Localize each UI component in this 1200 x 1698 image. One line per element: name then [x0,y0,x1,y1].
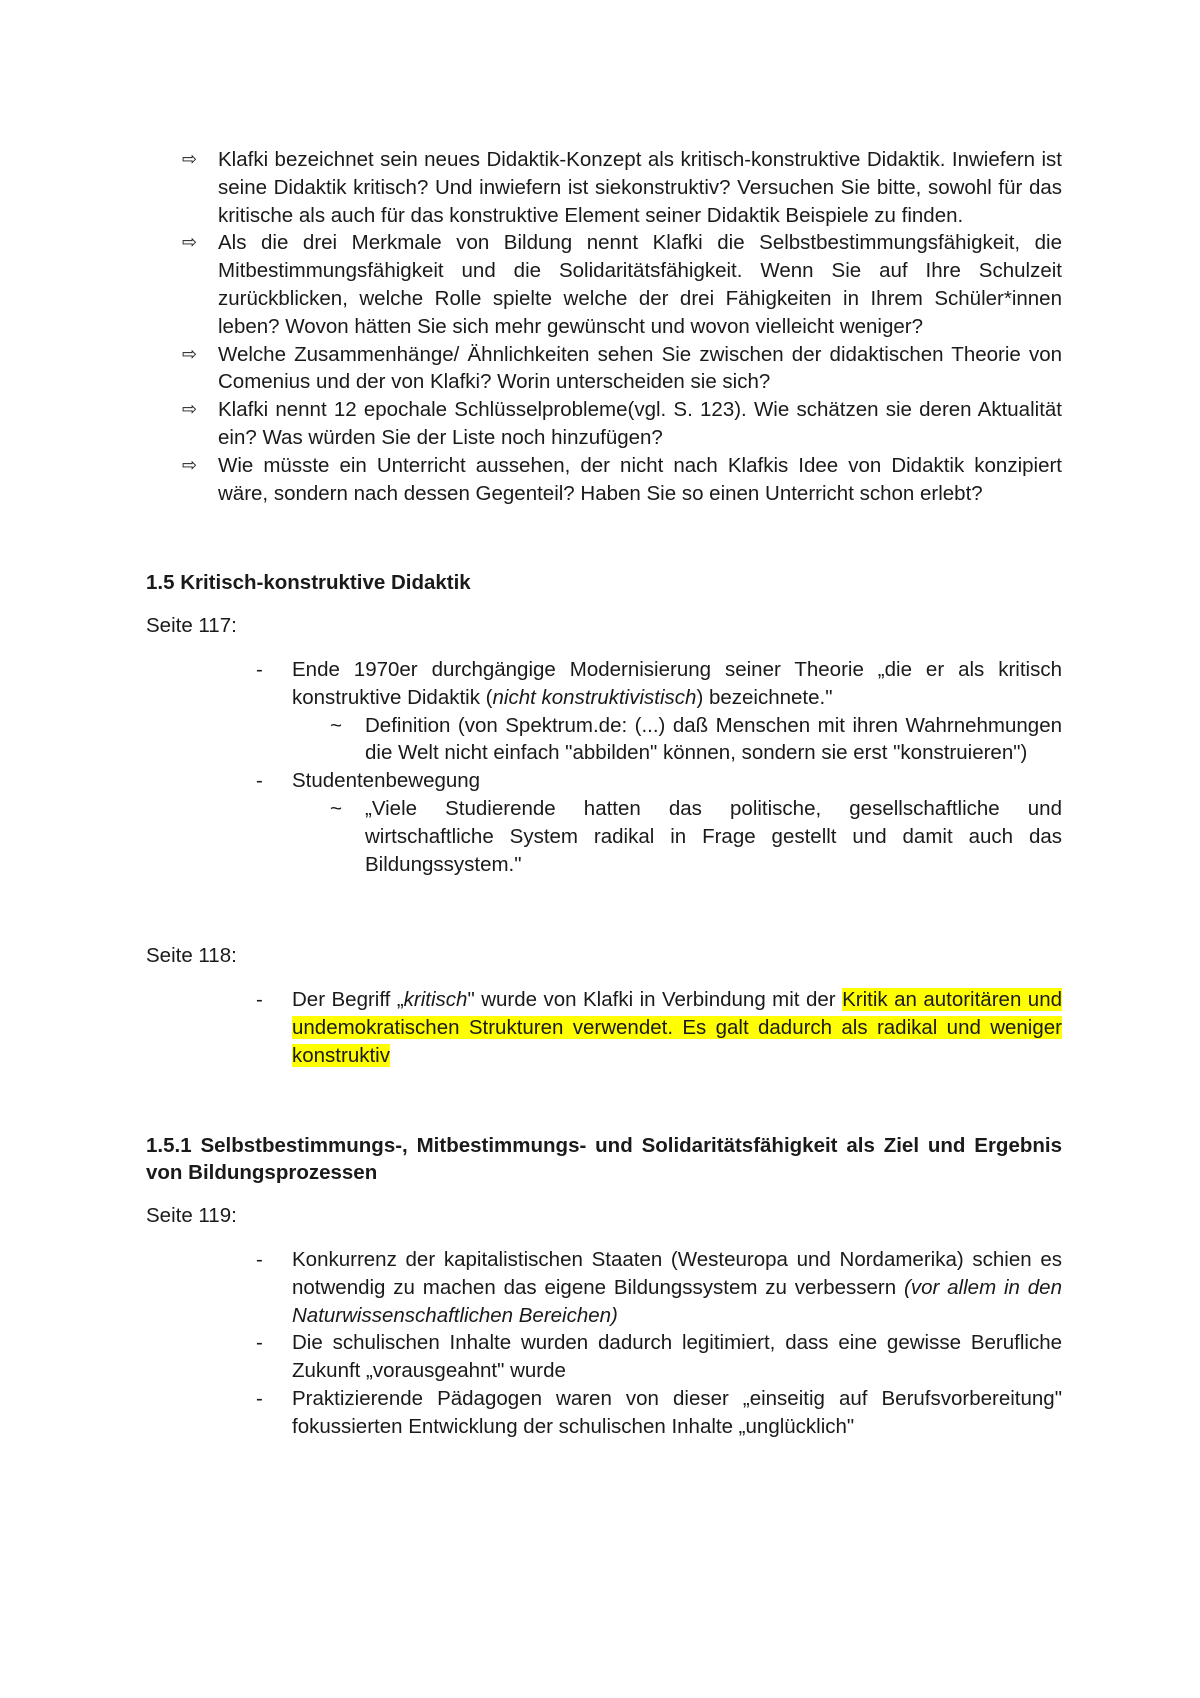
question-item [146,396,1062,452]
dash-bullet: - [256,988,263,1012]
section-heading: 1.5 Kritisch-konstruktive Didaktik [146,571,471,595]
tilde-bullet: ~ [330,796,342,820]
note-text: ) bezeichnete." [696,685,833,709]
note-item [146,767,1062,878]
note-item [146,1329,1062,1385]
page-reference: Seite 117: [146,614,237,638]
note-text: Die schulischen Inhalte wurden dadurch legitimiert, dass eine gewisse Berufliche Zukunft „vorausgeahnt" wurde [292,1331,1062,1383]
arrow-bullet-icon: ⇨ [182,149,198,169]
dash-bullet: - [256,1386,263,1410]
note-item [146,656,1062,767]
dash-bullet: - [256,769,263,793]
note-text: " wurde von Klafki in Verbindung mit der [467,988,843,1012]
question-text: Als die drei Merkmale von Bildung nennt Klafki die Selbstbestimmungsfähigkeit, die Mitbestimmungsfähigkeit und die Solidaritätsfähigkeit. Wenn Sie auf Ihre Schulzeit zurückblicken, welche Rolle spielte welche der drei Fähigkeiten in Ihrem Schüler*innen leben? Wovon hätten Sie sich mehr gewünscht und wovon vielleicht weniger? [218,231,1062,338]
arrow-bullet-icon: ⇨ [182,343,198,364]
notes-list [146,1246,1062,1441]
highlighted-text: Kritik an autoritären und undemokratischen Strukturen verwendet. Es galt dadurch als radikal und weniger konstruktiv [292,988,1063,1067]
page-reference: Seite 119: [146,1204,237,1228]
note-item [146,986,1062,1069]
page-content [146,146,1062,1440]
note-text: Ende 1970er durchgängige Modernisierung seiner Theorie „die er als kritisch konstruktive Didaktik ( [292,657,1062,709]
sub-note-text: „Viele Studierende hatten das politische, gesellschaftliche und wirtschaftliche System radikal in Frage gestellt und damit auch das Bildungssystem." [365,796,1062,876]
arrow-bullet-icon: ⇨ [182,454,198,475]
sub-note-item [292,712,1062,768]
note-italic: kritisch [403,988,468,1012]
sub-note-text: Definition (von Spektrum.de: (...) daß Menschen mit ihren Wahrnehmungen die Welt nicht einfach "abbilden" können, sondern sie erst "konstruieren") [365,713,1062,765]
dash-bullet: - [256,1247,263,1271]
sub-note-item [292,795,1062,878]
note-text: Praktizierende Pädagogen waren von dieser „einseitig auf Berufsvorbereitung" fokussierten Entwicklung der schulischen Inhalte „unglücklich" [292,1386,1062,1438]
question-text: Wie müsste ein Unterricht aussehen, der nicht nach Klafkis Idee von Didaktik konzipiert wäre, sondern nach dessen Gegenteil? Haben Sie so einen Unterricht schon erlebt? [218,453,1062,505]
note-item [146,1385,1062,1441]
question-text: Welche Zusammenhänge/ Ähnlichkeiten sehen Sie zwischen der didaktischen Theorie von Comenius und der von Klafki? Worin unterscheiden sie sich? [218,342,1062,394]
dash-bullet: - [256,1331,263,1355]
note-item [146,1246,1062,1329]
note-text: Der Begriff „ [292,988,404,1012]
sub-notes-list [292,795,1062,878]
question-item [146,229,1062,340]
question-text: Klafki bezeichnet sein neues Didaktik-Konzept als kritisch-konstruktive Didaktik. Inwiefern ist seine Didaktik kritisch? Und inwiefern ist siekonstruktiv? Versuchen Sie bitte, sowohl für das kritische als auch für das konstruktive Element seiner Didaktik Beispiele zu finden. [218,148,1062,227]
dash-bullet: - [256,657,263,681]
note-italic: (vor allem in den Naturwissenschaftlichen Bereichen) [292,1275,1062,1327]
page-reference: Seite 118: [146,944,237,968]
question-item [146,452,1062,508]
tilde-bullet: ~ [330,713,342,737]
notes-list [146,656,1062,878]
question-text: Klafki nennt 12 epochale Schlüsselprobleme(vgl. S. 123). Wie schätzen sie deren Aktualität ein? Was würden Sie der Liste noch hinzufügen? [218,398,1062,449]
question-item [146,341,1062,397]
notes-list [146,986,1062,1069]
note-italic: nicht konstruktivistisch [492,685,697,709]
note-text: Studentenbewegung [292,769,481,793]
question-item [146,146,1062,229]
arrow-bullet-icon: ⇨ [182,232,198,253]
sub-notes-list [292,712,1062,768]
note-text: Konkurrenz der kapitalistischen Staaten (Westeuropa und Nordamerika) schien es notwendig zu machen das eigene Bildungssystem zu verbessern [292,1247,1062,1299]
section-heading: 1.5.1 Selbstbestimmungs-, Mitbestimmungs- und Solidaritätsfähigkeit als Ziel und Ergebnis von Bildungsprozessen [146,1133,1062,1185]
arrow-bullet-icon: ⇨ [182,399,198,420]
question-list [146,146,1062,507]
